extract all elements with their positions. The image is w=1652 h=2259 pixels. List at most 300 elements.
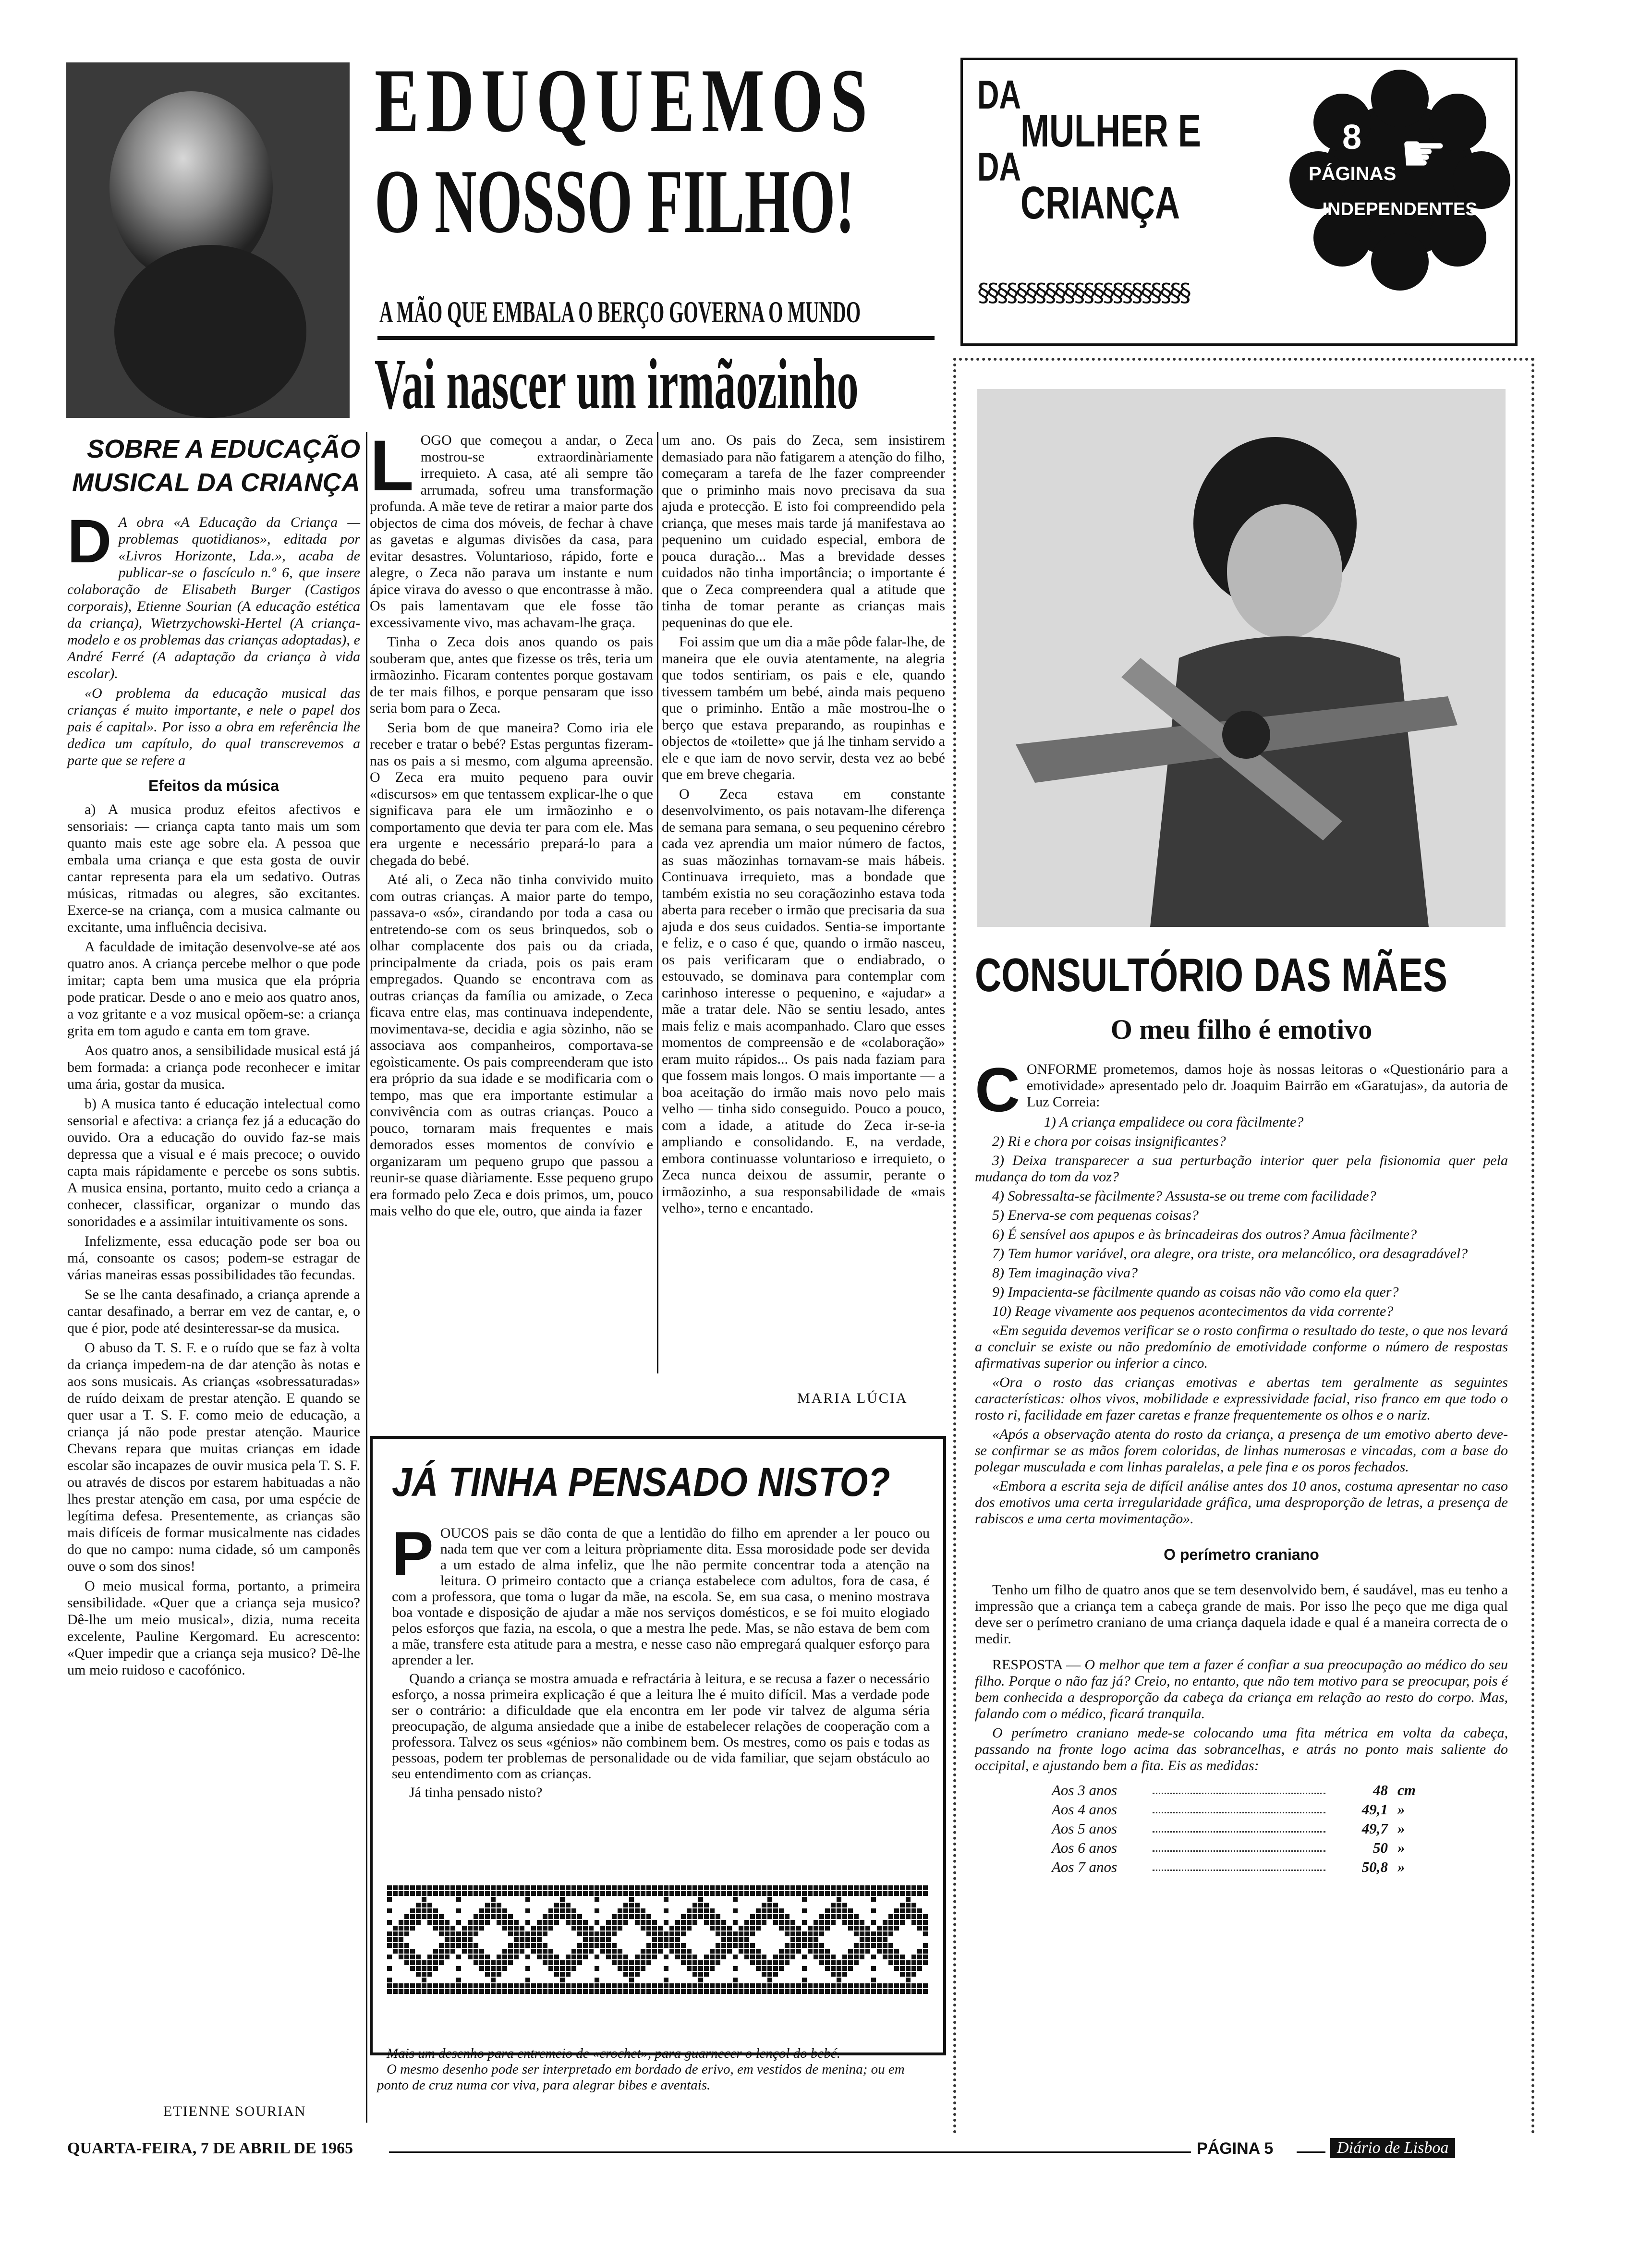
crochet-stitch <box>923 1885 928 1890</box>
crochet-stitch <box>537 1983 542 1988</box>
crochet-stitch <box>871 1931 876 1936</box>
crochet-stitch <box>456 1908 461 1913</box>
crochet-stitch <box>796 1885 801 1890</box>
crochet-stitch <box>767 1885 772 1890</box>
crochet-stitch <box>756 1926 761 1931</box>
crochet-stitch <box>888 1914 893 1919</box>
crochet-stitch <box>623 1891 628 1896</box>
crochet-stitch <box>716 1989 720 1994</box>
crochet-stitch <box>468 1943 473 1948</box>
crochet-stitch <box>520 1943 524 1948</box>
irmaozinho-col2-p2: Foi assim que um dia a mãe pôde falar-lhe, de maneira que ele ouvia atentamente, na alegria que todos sentiriam, os pais e ele, quando tivessem também um bebé, ainda mais pequeno que o priminho. Então a mãe mostrou-lhe o berço que estava preparando, as roupinhas e objectos de «toilette» que já lhe tinham servido a ele e que iam de novo servir, desta vez ao bebé que em breve chegaria. <box>662 634 945 782</box>
crochet-stitch <box>779 1885 784 1890</box>
crochet-stitch <box>623 1885 628 1890</box>
crochet-stitch <box>837 1903 841 1907</box>
crochet-stitch <box>525 1955 530 1959</box>
crochet-stitch <box>571 1885 576 1890</box>
crochet-stitch <box>479 1885 484 1890</box>
crochet-stitch <box>658 1943 663 1948</box>
crochet-stitch <box>894 1983 899 1988</box>
crochet-stitch <box>687 1983 692 1988</box>
crochet-stitch <box>462 1891 467 1896</box>
crochet-stitch <box>854 1914 859 1919</box>
crochet-stitch <box>704 1891 709 1896</box>
crochet-stitch <box>410 1926 415 1931</box>
crochet-stitch <box>433 1960 438 1965</box>
crochet-stitch <box>739 1983 743 1988</box>
crochet-stitch <box>733 1983 738 1988</box>
crochet-stitch <box>911 1914 916 1919</box>
crochet-stitch <box>865 1983 870 1988</box>
crochet-stitch <box>664 1897 668 1902</box>
crochet-stitch <box>404 1949 409 1954</box>
crochet-stitch <box>566 1955 571 1959</box>
crochet-stitch <box>514 1937 519 1942</box>
crochet-stitch <box>773 1972 778 1977</box>
crochet-stitch <box>716 1943 720 1948</box>
crochet-stitch <box>548 1983 553 1988</box>
crochet-stitch <box>433 1908 438 1913</box>
crochet-stitch <box>773 1891 778 1896</box>
crochet-stitch <box>508 1943 513 1948</box>
crochet-stitch <box>871 1955 876 1959</box>
pensado-box <box>370 1436 946 2055</box>
crochet-stitch <box>808 1943 813 1948</box>
crochet-stitch <box>819 1943 824 1948</box>
crochet-stitch <box>393 1931 398 1936</box>
crochet-stitch <box>744 1920 749 1925</box>
crochet-stitch <box>427 1972 432 1977</box>
crochet-stitch <box>773 1989 778 1994</box>
crochet-stitch <box>531 1937 536 1942</box>
crochet-stitch <box>600 1989 605 1994</box>
crochet-stitch <box>462 1983 467 1988</box>
crochet-stitch <box>888 1949 893 1954</box>
crochet-stitch <box>848 1891 853 1896</box>
crochet-stitch <box>773 1955 778 1959</box>
crochet-stitch <box>416 1972 421 1977</box>
crochet-stitch <box>641 1989 645 1994</box>
crochet-stitch <box>825 1949 830 1954</box>
crochet-stitch <box>646 1983 651 1988</box>
crochet-stitch <box>716 1955 720 1959</box>
crochet-stitch <box>831 1908 836 1913</box>
crochet-stitch <box>537 1949 542 1954</box>
crochet-stitch <box>479 1949 484 1954</box>
crochet-stitch <box>416 1914 421 1919</box>
crochet-stitch <box>911 1955 916 1959</box>
crochet-stitch <box>733 1920 738 1925</box>
crochet-stitch <box>773 1920 778 1925</box>
crochet-stitch <box>399 1943 403 1948</box>
questionnaire-item: 10) Reage vivamente aos pequenos acontecimentos da vida corrente? <box>992 1303 1394 1319</box>
crochet-stitch <box>595 1891 599 1896</box>
crochet-stitch <box>445 1989 449 1994</box>
crochet-stitch <box>618 1885 622 1890</box>
crochet-stitch <box>566 1960 571 1965</box>
crochet-stitch <box>883 1931 887 1936</box>
crochet-stitch <box>462 1949 467 1954</box>
crochet-stitch <box>860 1931 864 1936</box>
crochet-stitch <box>606 1943 611 1948</box>
crochet-stitch <box>894 1920 899 1925</box>
crochet-stitch <box>681 1920 686 1925</box>
crochet-stitch <box>508 1926 513 1931</box>
crochet-stitch <box>474 1891 478 1896</box>
crochet-stitch <box>756 1914 761 1919</box>
crochet-stitch <box>710 1920 715 1925</box>
crochet-stitch <box>923 1914 928 1919</box>
crochet-stitch <box>848 1955 853 1959</box>
crochet-stitch <box>387 1885 392 1890</box>
crochet-stitch <box>848 1949 853 1954</box>
crochet-stitch <box>790 1920 795 1925</box>
crochet-stitch <box>900 1989 905 1994</box>
crochet-stitch <box>923 1920 928 1925</box>
crochet-caption-line1: Mais um desenho para entremeio de «crochet», para guarnecer o lençol do bebé. <box>387 2046 840 2061</box>
crochet-stitch <box>854 1989 859 1994</box>
crochet-stitch <box>410 1966 415 1971</box>
crochet-stitch <box>479 1989 484 1994</box>
crochet-stitch <box>871 1978 876 1982</box>
measure-value: 49,7 <box>1361 1820 1388 1837</box>
crochet-stitch <box>773 1966 778 1971</box>
crochet-stitch <box>635 1908 640 1913</box>
crochet-stitch <box>497 1908 501 1913</box>
crochet-stitch <box>756 1960 761 1965</box>
crochet-stitch <box>808 1931 813 1936</box>
crochet-stitch <box>479 1983 484 1988</box>
crochet-stitch <box>767 1897 772 1902</box>
crochet-stitch <box>543 1960 547 1965</box>
crochet-stitch <box>525 1966 530 1971</box>
crochet-stitch <box>439 1931 444 1936</box>
measure-age: Aos 7 anos <box>1052 1858 1118 1875</box>
crochet-stitch <box>635 1885 640 1890</box>
crochet-stitch <box>883 1891 887 1896</box>
crochet-stitch <box>756 1885 761 1890</box>
crochet-stitch <box>675 1885 680 1890</box>
crochet-stitch <box>814 1983 818 1988</box>
crochet-stitch <box>525 1908 530 1913</box>
crochet-stitch <box>664 1989 668 1994</box>
crochet-stitch <box>514 1885 519 1890</box>
crochet-stitch <box>865 1937 870 1942</box>
crochet-stitch <box>796 1937 801 1942</box>
crochet-stitch <box>583 1931 588 1936</box>
crochet-stitch <box>520 1989 524 1994</box>
crochet-stitch <box>456 1885 461 1890</box>
crochet-stitch <box>583 1885 588 1890</box>
crochet-stitch <box>687 1966 692 1971</box>
crochet-stitch <box>548 1926 553 1931</box>
crochet-stitch <box>491 1885 496 1890</box>
crochet-stitch <box>520 1983 524 1988</box>
crochet-stitch <box>404 1955 409 1959</box>
crochet-stitch <box>848 1983 853 1988</box>
questionnaire-item: 3) Deixa transparecer a sua perturbação interior quer pela fisionomia quer pela mudança do tom da voz? <box>975 1153 1508 1185</box>
crochet-stitch <box>842 1920 847 1925</box>
irmaozinho-dropcap: L <box>370 425 414 506</box>
crochet-stitch <box>635 1914 640 1919</box>
crochet-stitch <box>612 1926 617 1931</box>
crochet-stitch <box>790 1931 795 1936</box>
crochet-stitch <box>554 1920 559 1925</box>
crochet-stitch <box>917 1949 922 1954</box>
crochet-stitch <box>491 1960 496 1965</box>
section-label-line3: DA <box>977 144 1021 189</box>
crochet-stitch <box>681 1943 686 1948</box>
crochet-stitch <box>387 1983 392 1988</box>
crochet-stitch <box>727 1983 732 1988</box>
crochet-stitch <box>883 1949 887 1954</box>
crochet-stitch <box>479 1920 484 1925</box>
masthead-title-line2: O NOSSO FILHO! <box>375 151 855 252</box>
crochet-stitch <box>687 1908 692 1913</box>
crochet-stitch <box>825 1966 830 1971</box>
crochet-stitch <box>716 1949 720 1954</box>
pensado-p3: Já tinha pensado nisto? <box>409 1785 543 1800</box>
crochet-stitch <box>404 1914 409 1919</box>
crochet-stitch <box>721 1955 726 1959</box>
crochet-stitch <box>837 1978 841 1982</box>
crochet-stitch <box>681 1931 686 1936</box>
crochet-stitch <box>871 1943 876 1948</box>
crochet-stitch <box>860 1989 864 1994</box>
crochet-stitch <box>675 1943 680 1948</box>
music-paragraph-2: A faculdade de imitação desenvolve-se até aos quatro anos. A criança percebe melhor o que pode imitar; capta bem uma musica que ela própria pode praticar. Desde o ano e meio aos quatro anos, a voz gritante e a voz musical opõem-se: a criança grita em tom agudo e canta em tom grave. <box>67 939 360 1039</box>
crochet-stitch <box>422 1891 426 1896</box>
crochet-stitch <box>566 1903 571 1907</box>
crochet-caption-line2: O mesmo desenho pode ser interpretado em bordado de erivo, em vestidos de menina; ou em ponto de cruz numa cor viva, para alegrar bibes e aventais. <box>377 2062 905 2093</box>
crochet-stitch <box>831 1989 836 1994</box>
crochet-stitch <box>854 1931 859 1936</box>
crochet-stitch <box>612 1960 617 1965</box>
crochet-stitch <box>894 1914 899 1919</box>
section-label-line2: MULHER E <box>1020 105 1201 157</box>
crochet-stitch <box>491 1891 496 1896</box>
crochet-stitch <box>387 1897 392 1902</box>
music-paragraph-8: O meio musical forma, portanto, a primeira sensibilidade. «Quer que a criança seja musico? Dê-lhe um meio musical», dizia, numa receita excelente, Pauline Kergomard. Eu acrescento: «Quer impedir que a criança seja musico? Dê-lhe um meio ruidoso e cacofónico. <box>67 1578 360 1678</box>
crochet-stitch <box>762 1903 766 1907</box>
crochet-stitch <box>387 1943 392 1948</box>
crochet-stitch <box>502 1908 507 1913</box>
crochet-stitch <box>790 1885 795 1890</box>
crochet-stitch <box>508 1885 513 1890</box>
crochet-stitch <box>854 1983 859 1988</box>
measure-unit: » <box>1397 1858 1405 1875</box>
crochet-stitch <box>479 1914 484 1919</box>
crochet-stitch <box>485 1920 490 1925</box>
crochet-stitch <box>525 1931 530 1936</box>
column-rule-center <box>657 432 658 1373</box>
crochet-stitch <box>600 1891 605 1896</box>
crochet-stitch <box>560 1891 565 1896</box>
crochet-stitch <box>525 1920 530 1925</box>
crochet-stitch <box>819 1949 824 1954</box>
crochet-stitch <box>399 1926 403 1931</box>
crochet-stitch <box>906 1983 911 1988</box>
crochet-stitch <box>756 1908 761 1913</box>
crochet-stitch <box>698 1897 703 1902</box>
crochet-stitch <box>468 1955 473 1959</box>
crochet-stitch <box>589 1931 594 1936</box>
crochet-stitch <box>629 1914 634 1919</box>
crochet-stitch <box>571 1983 576 1988</box>
crochet-stitch <box>796 1943 801 1948</box>
music-paragraph-1: a) A musica produz efeitos afectivos e sensoriais: — criança capta tanto mais um som quanto mais este age sobre ela. A pessoa que embala uma criança e que esta gosta de ouvir cantar representa para ela um sedativo. Outras músicas, ritmadas ou alegres, são excitantes. Exerce-se na criança, com a musica calmante ou excitante, uma influência decisiva. <box>67 802 360 935</box>
crochet-stitch <box>923 1949 928 1954</box>
crochet-stitch <box>462 1926 467 1931</box>
crochet-stitch <box>727 1885 732 1890</box>
measure-row <box>1052 1858 1436 1877</box>
music-quote: «O problema da educação musical das crianças é muito importante, e nele o papel dos pais é capital». Por isso a obra em referência lhe dedica um capítulo, do qual transcrevemos a parte que se refere a <box>67 685 360 768</box>
crochet-stitch <box>531 1983 536 1988</box>
crochet-stitch <box>669 1943 674 1948</box>
crochet-stitch <box>814 1931 818 1936</box>
crochet-stitch <box>629 1989 634 1994</box>
crochet-stitch <box>491 1989 496 1994</box>
crochet-stitch <box>906 1972 911 1977</box>
crochet-stitch <box>848 1966 853 1971</box>
crochet-stitch <box>911 1908 916 1913</box>
crochet-stitch <box>595 1908 599 1913</box>
crochet-stitch <box>779 1966 784 1971</box>
crochet-stitch <box>767 1989 772 1994</box>
crochet-stitch <box>681 1983 686 1988</box>
crochet-stitch <box>865 1943 870 1948</box>
crochet-stitch <box>710 1955 715 1959</box>
crochet-stitch <box>779 1983 784 1988</box>
crochet-stitch <box>600 1885 605 1890</box>
crochet-stitch <box>785 1955 790 1959</box>
crochet-stitch <box>641 1920 645 1925</box>
crochet-stitch <box>571 1891 576 1896</box>
crochet-stitch <box>865 1885 870 1890</box>
crochet-stitch <box>831 1903 836 1907</box>
crochet-stitch <box>704 1903 709 1907</box>
crochet-stitch <box>854 1891 859 1896</box>
crochet-stitch <box>911 1885 916 1890</box>
crochet-stitch <box>652 1949 657 1954</box>
crochet-stitch <box>646 1989 651 1994</box>
crochet-stitch <box>681 1949 686 1954</box>
crochet-stitch <box>479 1955 484 1959</box>
crochet-stitch <box>877 1891 882 1896</box>
crochet-stitch <box>819 1931 824 1936</box>
crochet-stitch <box>485 1966 490 1971</box>
music-paragraph-5: Infelizmente, essa educação pode ser boa ou má, consoante os casos; podem-se estragar de várias maneiras essas possibilidades tão fecundas. <box>67 1233 360 1283</box>
crochet-stitch <box>716 1960 720 1965</box>
crochet-stitch <box>595 1955 599 1959</box>
crochet-stitch <box>669 1891 674 1896</box>
crochet-stitch <box>589 1983 594 1988</box>
crochet-stitch <box>502 1885 507 1890</box>
crochet-stitch <box>554 1989 559 1994</box>
crochet-stitch <box>508 1949 513 1954</box>
measure-unit: cm <box>1397 1782 1416 1798</box>
crochet-stitch <box>485 1983 490 1988</box>
crochet-stitch <box>537 1926 542 1931</box>
crochet-stitch <box>393 1937 398 1942</box>
crochet-stitch <box>854 1920 859 1925</box>
crochet-stitch <box>629 1960 634 1965</box>
crochet-stitch <box>681 1955 686 1959</box>
crochet-stitch <box>502 1891 507 1896</box>
crochet-stitch <box>739 1931 743 1936</box>
crochet-stitch <box>831 1955 836 1959</box>
crochet-stitch <box>692 1903 697 1907</box>
crochet-stitch <box>571 1914 576 1919</box>
crochet-stitch <box>692 1972 697 1977</box>
crochet-stitch <box>860 1955 864 1959</box>
crochet-stitch <box>514 1983 519 1988</box>
crochet-stitch <box>520 1937 524 1942</box>
crochet-stitch <box>485 1955 490 1959</box>
crochet-stitch <box>923 1989 928 1994</box>
crochet-stitch <box>923 1955 928 1959</box>
crochet-stitch <box>410 1908 415 1913</box>
crochet-stitch <box>796 1989 801 1994</box>
crochet-stitch <box>543 1885 547 1890</box>
crochet-stitch <box>416 1920 421 1925</box>
crochet-stitch <box>716 1914 720 1919</box>
crochet-stitch <box>779 1914 784 1919</box>
crochet-stitch <box>687 1960 692 1965</box>
measure-value: 49,1 <box>1361 1801 1388 1818</box>
crochet-stitch <box>485 1972 490 1977</box>
crochet-stitch <box>445 1955 449 1959</box>
crochet-stitch <box>571 1960 576 1965</box>
crochet-stitch <box>595 1897 599 1902</box>
crochet-stitch <box>767 1960 772 1965</box>
crochet-stitch <box>479 1960 484 1965</box>
crochet-stitch <box>618 1949 622 1954</box>
crochet-stitch <box>652 1955 657 1959</box>
crochet-stitch <box>785 1949 790 1954</box>
crochet-stitch <box>474 1943 478 1948</box>
crochet-stitch <box>802 1966 807 1971</box>
crochet-stitch <box>900 1914 905 1919</box>
crochet-stitch <box>733 1989 738 1994</box>
crochet-stitch <box>652 1931 657 1936</box>
crochet-stitch <box>911 1966 916 1971</box>
crochet-stitch <box>439 1926 444 1931</box>
crochet-stitch <box>646 1931 651 1936</box>
crochet-stitch <box>497 1885 501 1890</box>
crochet-stitch <box>583 1989 588 1994</box>
crochet-stitch <box>698 1972 703 1977</box>
crochet-stitch <box>831 1885 836 1890</box>
questionnaire-item: 1) A criança empalidece ou cora fàcilmente? <box>1044 1114 1304 1130</box>
child-portrait-photo <box>66 62 350 418</box>
crochet-stitch <box>871 1989 876 1994</box>
crochet-stitch <box>831 1960 836 1965</box>
crochet-stitch <box>571 1955 576 1959</box>
crochet-stitch <box>802 1897 807 1902</box>
crochet-stitch <box>554 1972 559 1977</box>
crochet-stitch <box>612 1989 617 1994</box>
crochet-stitch <box>716 1885 720 1890</box>
crochet-stitch <box>900 1966 905 1971</box>
crochet-stitch <box>589 1885 594 1890</box>
crochet-stitch <box>387 1978 392 1982</box>
crochet-stitch <box>433 1891 438 1896</box>
crochet-stitch <box>687 1926 692 1931</box>
crochet-stitch <box>595 1943 599 1948</box>
crochet-stitch <box>445 1920 449 1925</box>
measures-table <box>1052 1781 1436 1877</box>
